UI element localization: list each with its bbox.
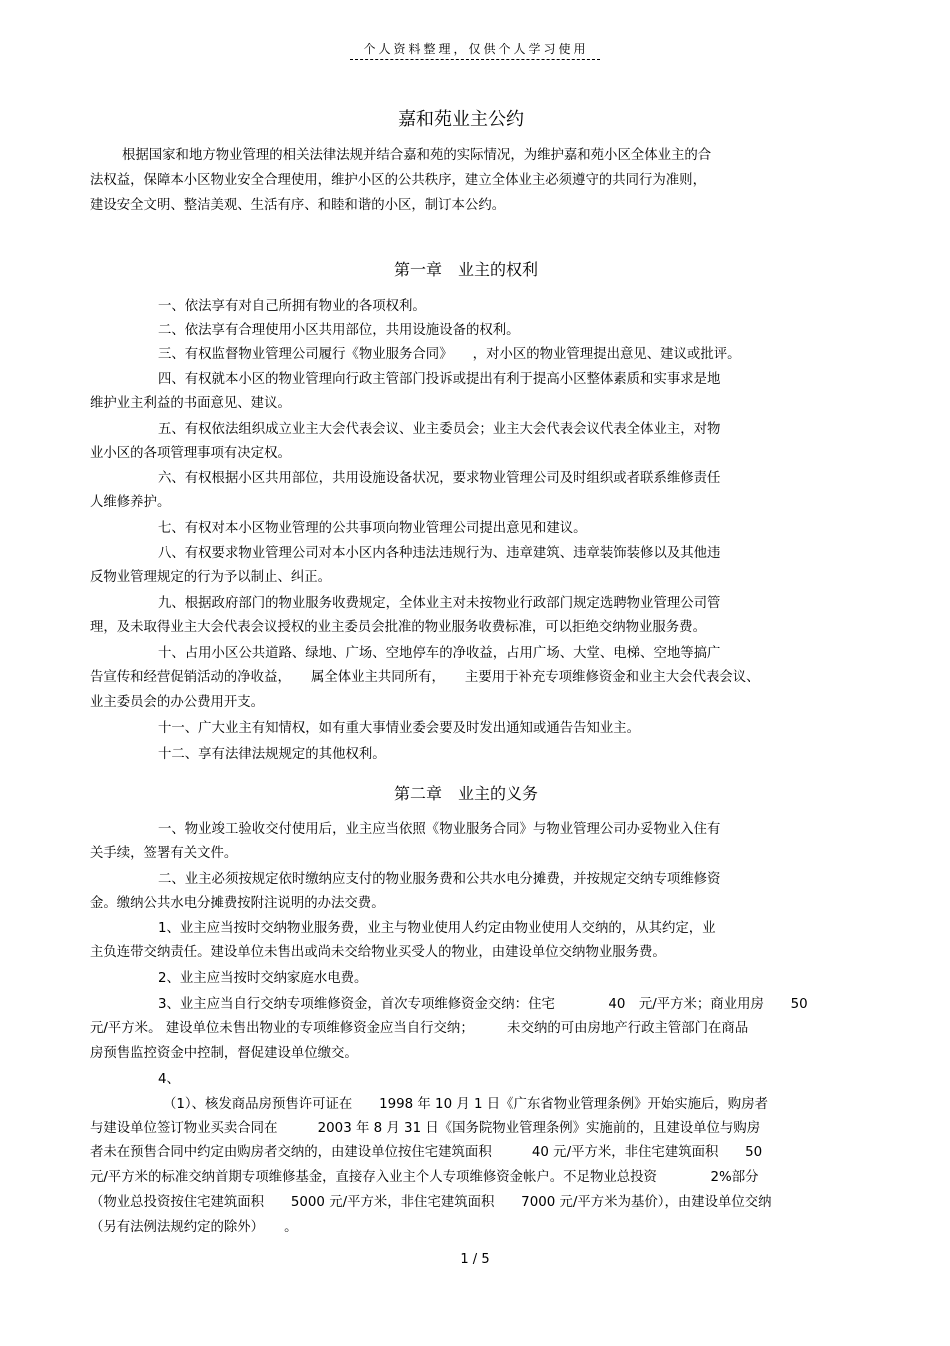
- clause-line: 元/平方米。 建设单位未售出物业的专项维修资金应当自行交纳； 未交纳的可由房地产行政主管部门在商品: [90, 1021, 749, 1036]
- clause-line: 告宣传和经营促销活动的净收益， 属全体业主共同所有， 主要用于补充专项维修资金和业主大会代表会议、: [90, 670, 760, 685]
- clause-line: 3、业主应当自行交纳专项维修资金，首次专项维修资金交纳：住宅 40 元/平方米；商业用房 50: [158, 997, 808, 1012]
- clause-line: （1）、核发商品房预售许可证在 1998 年 10 月 1 日《广东省物业管理条例》开始实施后，购房者: [163, 1097, 768, 1112]
- clause-line: 房预售监控资金中控制，督促建设单位缴交。: [90, 1046, 358, 1061]
- clause-line: 关手续，签署有关文件。: [90, 846, 238, 861]
- clause-line: 五、有权依法组织成立业主大会代表会议、业主委员会；业主大会代表会议代表全体业主，对物: [158, 422, 721, 437]
- intro-line: 建设安全文明、整洁美观、生活有序、和睦和谐的小区，制订本公约。: [90, 198, 506, 213]
- clause-line: 二、依法享有合理使用小区共用部位，共用设施设备的权利。: [158, 323, 520, 338]
- chapter-1-heading: 第一章 业主的权利: [394, 260, 539, 279]
- clause-line: 八、有权要求物业管理公司对本小区内各种违法违规行为、违章建筑、违章装饰装修以及其他违: [158, 546, 721, 561]
- clause-line: 反物业管理规定的行为予以制止、纠正。: [90, 570, 332, 585]
- clause-line: 业主委员会的办公费用开支。: [90, 695, 265, 710]
- clause-line: 元/平方米的标准交纳首期专项维修基金，直接存入业主个人专项维修资金帐户。不足物业总投资 2%部分: [90, 1170, 759, 1185]
- header-divider: [350, 59, 600, 60]
- clause-line: 十、占用小区公共道路、绿地、广场、空地停车的净收益，占用广场、大堂、电梯、空地等搞广: [158, 646, 721, 661]
- clause-line: 人维修养护。: [90, 495, 171, 510]
- clause-line: 一、物业竣工验收交付使用后，业主应当依照《物业服务合同》与物业管理公司办妥物业入住有: [158, 822, 721, 837]
- intro-line: 根据国家和地方物业管理的相关法律法规并结合嘉和苑的实际情况，为维护嘉和苑小区全体业主的合: [122, 148, 712, 163]
- clause-line: 业小区的各项管理事项有决定权。: [90, 446, 291, 461]
- clause-line: 二、业主必须按规定依时缴纳应支付的物业服务费和公共水电分摊费，并按规定交纳专项维修资: [158, 872, 721, 887]
- page-header: 个人资料整理，仅供个人学习使用: [363, 42, 589, 56]
- clause-line: 十一、广大业主有知情权，如有重大事情业委会要及时发出通知或通告告知业主。: [158, 721, 641, 736]
- page-number: 1 / 5: [460, 1252, 490, 1267]
- clause-line: 维护业主利益的书面意见、建议。: [90, 396, 291, 411]
- clause-line: 金。缴纳公共水电分摊费按附注说明的办法交费。: [90, 896, 385, 911]
- intro-line: 法权益，保障本小区物业安全合理使用，维护小区的公共秩序，建立全体业主必须遵守的共同行为准则，: [90, 173, 706, 188]
- clause-line: 理，及未取得业主大会代表会议授权的业主委员会批准的物业服务收费标准，可以拒绝交纳物业服务费。: [90, 620, 706, 635]
- document-title: 嘉和苑业主公约: [398, 109, 524, 130]
- clause-line: 4、: [158, 1072, 180, 1087]
- clause-line: 四、有权就本小区的物业管理向行政主管部门投诉或提出有利于提高小区整体素质和实事求是地: [158, 372, 721, 387]
- clause-line: （另有法例法规约定的除外） 。: [90, 1220, 298, 1235]
- clause-line: 六、有权根据小区共用部位，共用设施设备状况，要求物业管理公司及时组织或者联系维修责任: [158, 471, 721, 486]
- clause-line: 十二、享有法律法规规定的其他权利。: [158, 747, 386, 762]
- clause-line: 七、有权对本小区物业管理的公共事项向物业管理公司提出意见和建议。: [158, 521, 587, 536]
- clause-line: 一、依法享有对自己所拥有物业的各项权利。: [158, 299, 426, 314]
- chapter-2-heading: 第二章 业主的义务: [394, 784, 539, 803]
- clause-line: 2、业主应当按时交纳家庭水电费。: [158, 971, 368, 986]
- clause-line: 者未在预售合同中约定由购房者交纳的，由建设单位按住宅建筑面积 40 元/平方米，非住宅建筑面积 50: [90, 1145, 763, 1160]
- clause-line: 主负连带交纳责任。建设单位未售出或尚未交给物业买受人的物业，由建设单位交纳物业服务费。: [90, 945, 666, 960]
- clause-line: （物业总投资按住宅建筑面积 5000 元/平方米，非住宅建筑面积 7000 元/平方米为基价），由建设单位交纳: [90, 1195, 772, 1210]
- clause-line: 1、业主应当按时交纳物业服务费，业主与物业使用人约定由物业使用人交纳的，从其约定，业: [158, 921, 716, 936]
- clause-line: 与建设单位签订物业买卖合同在 2003 年 8 月 31 日《国务院物业管理条例》实施前的，且建设单位与购房: [90, 1121, 761, 1136]
- clause-line: 三、有权监督物业管理公司履行《物业服务合同》 ，对小区的物业管理提出意见、建议或批评。: [158, 347, 741, 362]
- clause-line: 九、根据政府部门的物业服务收费规定，全体业主对未按物业行政部门规定选聘物业管理公司管: [158, 596, 721, 611]
